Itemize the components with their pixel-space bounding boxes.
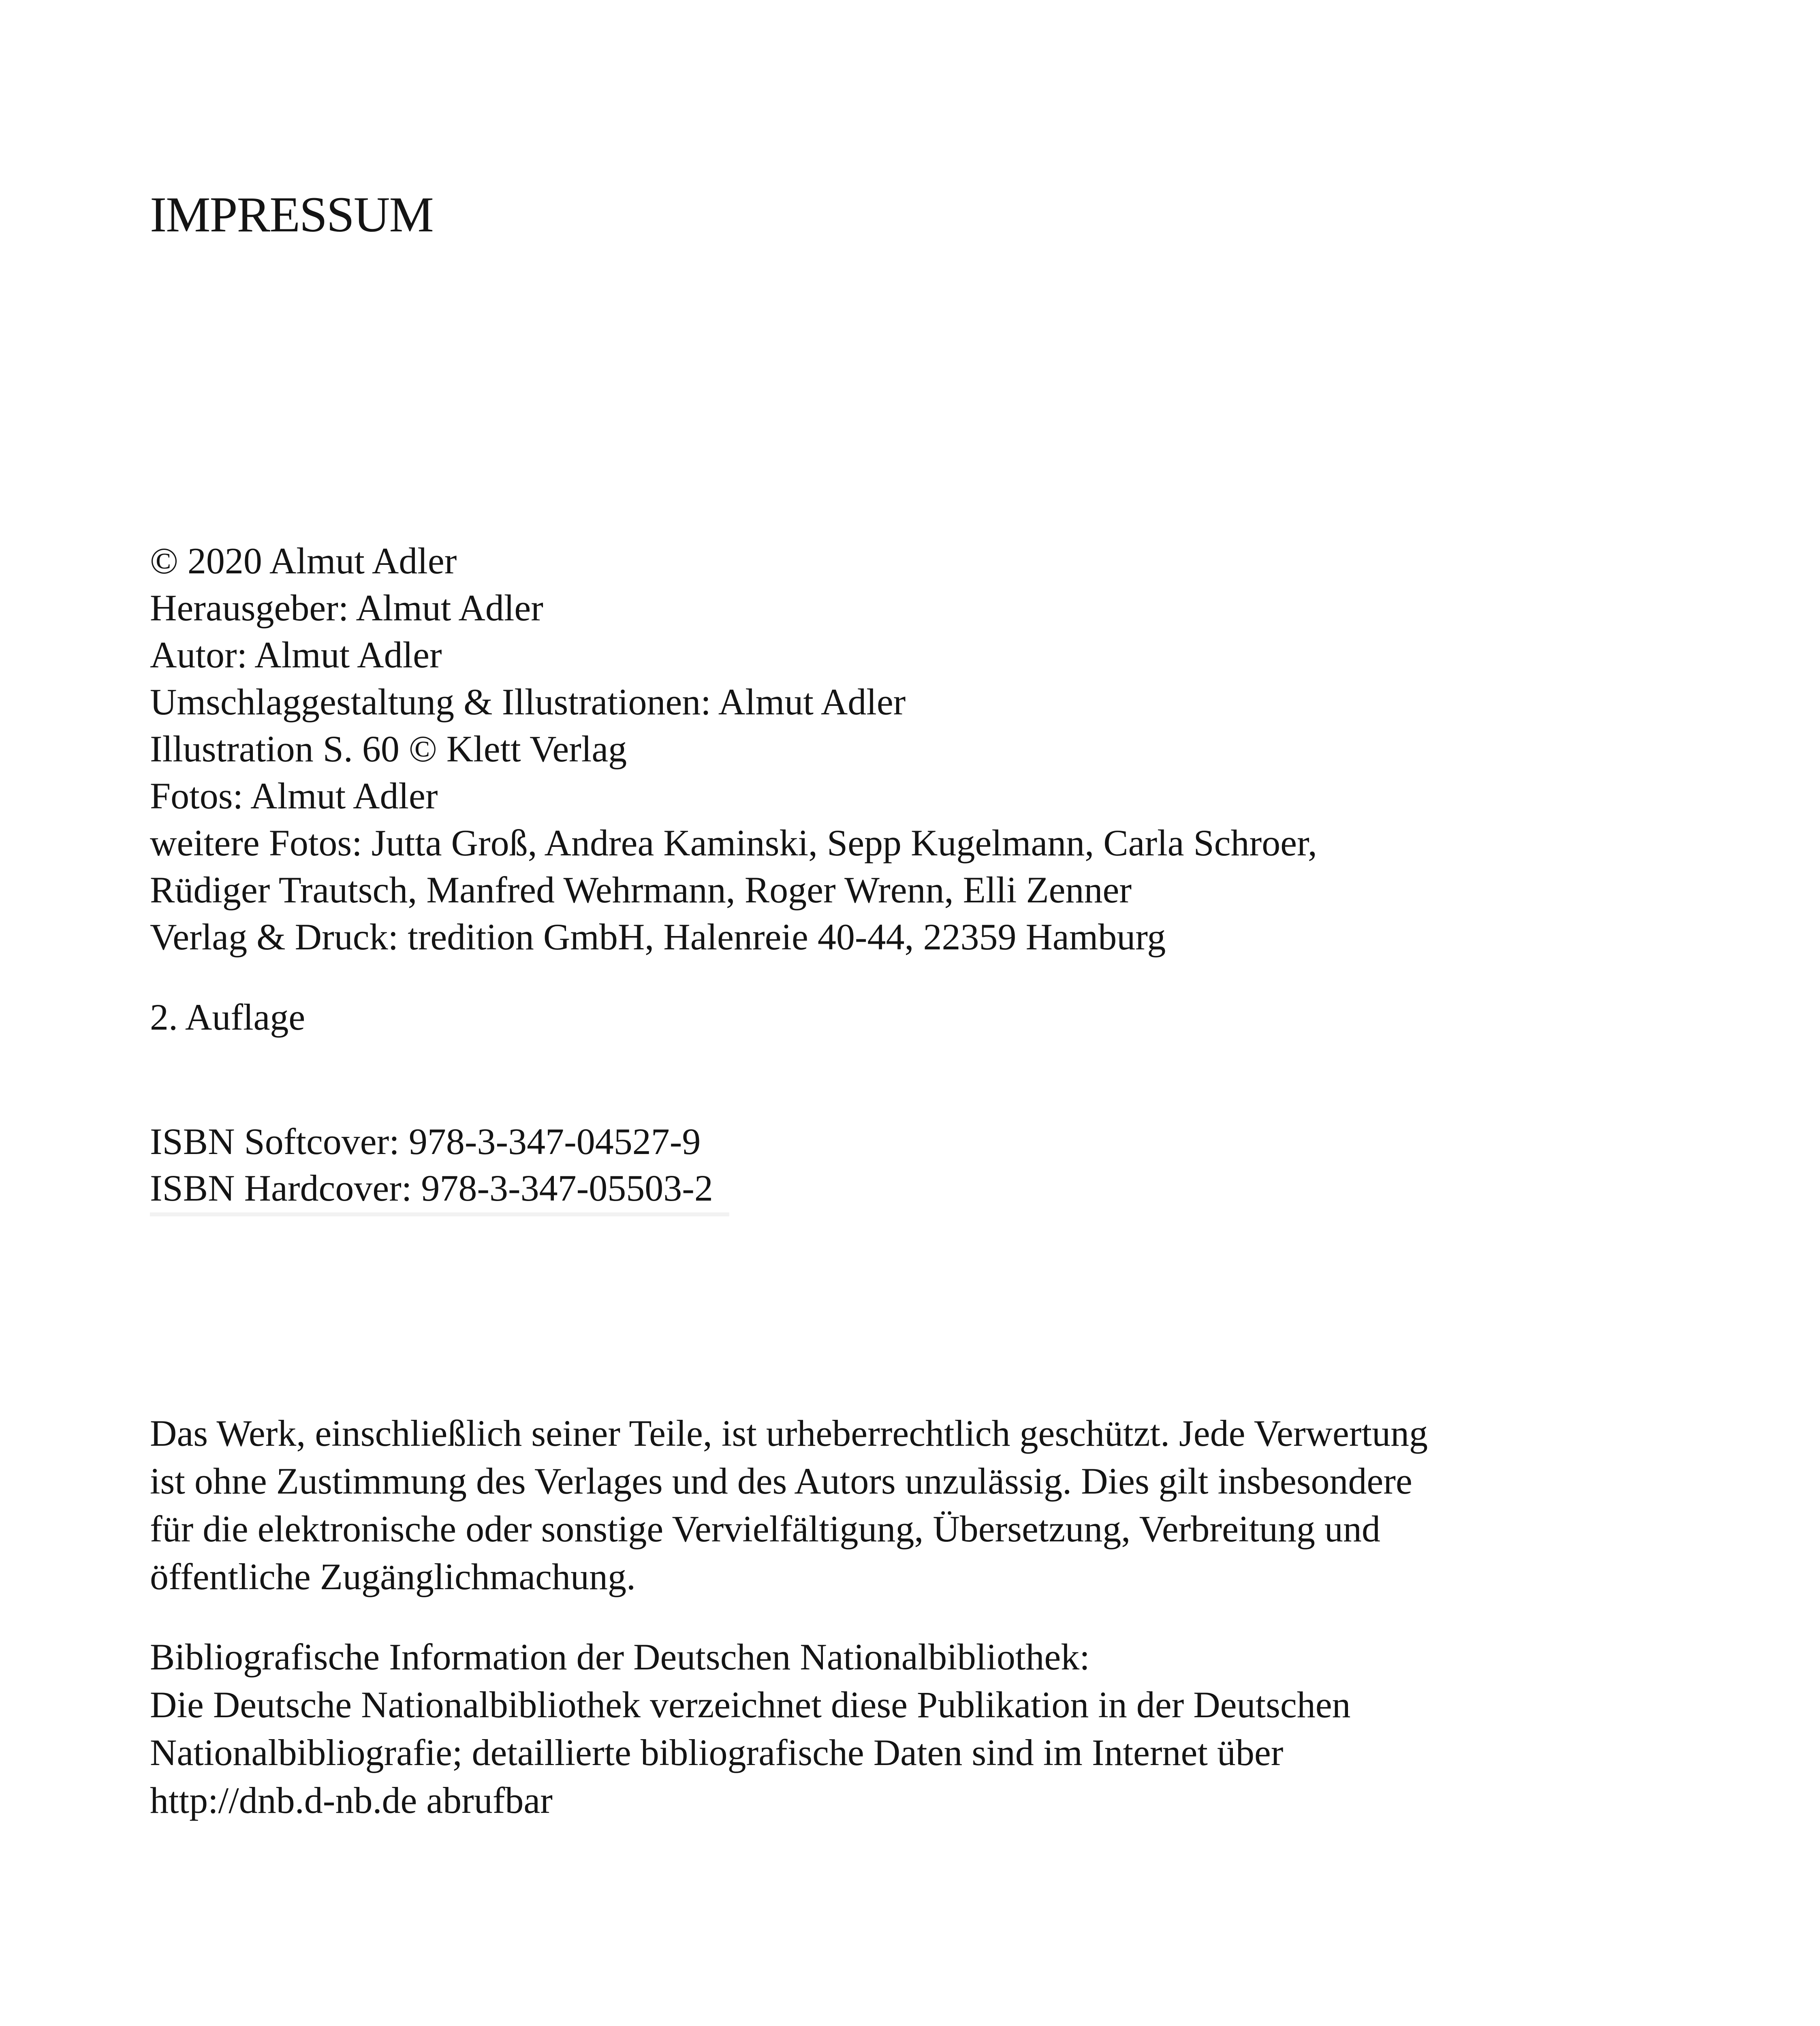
publisher-line: Herausgeber: Almut Adler — [150, 587, 543, 628]
page-title: IMPRESSUM — [150, 187, 433, 242]
isbn-highlight-divider — [150, 1212, 729, 1216]
author-line: Autor: Almut Adler — [150, 634, 442, 675]
cover-design-line: Umschlaggestaltung & Illustrationen: Almut Adler — [150, 681, 906, 722]
isbn-softcover: ISBN Softcover: 978-3-347-04527-9 — [150, 1121, 701, 1162]
illustration-credit-line: Illustration S. 60 © Klett Verlag — [150, 728, 627, 769]
credits-block — [150, 537, 1317, 960]
biblio-line: Die Deutsche Nationalbibliothek verzeichnet diese Publikation in der Deutschen — [150, 1684, 1351, 1725]
printing-line: Verlag & Druck: tredition GmbH, Halenreie 40-44, 22359 Hamburg — [150, 916, 1166, 957]
legal-line: für die elektronische oder sonstige Vervielfältigung, Übersetzung, Verbreitung und — [150, 1508, 1380, 1549]
edition-block — [150, 994, 305, 1041]
edition-line: 2. Auflage — [150, 996, 305, 1038]
isbn-hardcover: ISBN Hardcover: 978-3-347-05503-2 — [150, 1167, 713, 1209]
isbn-block — [150, 1118, 713, 1212]
legal-line: ist ohne Zustimmung des Verlages und des Autors unzulässig. Dies gilt insbesondere — [150, 1460, 1412, 1502]
photos-line: Fotos: Almut Adler — [150, 775, 438, 816]
biblio-url-line: http://dnb.d-nb.de abrufbar — [150, 1780, 553, 1821]
legal-notice — [150, 1409, 1428, 1601]
additional-photos-line-continued: Rüdiger Trautsch, Manfred Wehrmann, Roger Wrenn, Elli Zenner — [150, 869, 1132, 910]
biblio-line: Nationalbibliografie; detaillierte bibliografische Daten sind im Internet über — [150, 1732, 1284, 1773]
biblio-heading: Bibliografische Information der Deutschen Nationalbibliothek: — [150, 1636, 1090, 1678]
legal-line: Das Werk, einschließlich seiner Teile, ist urheberrechtlich geschützt. Jede Verwertung — [150, 1413, 1428, 1454]
additional-photos-line: weitere Fotos: Jutta Groß, Andrea Kaminski, Sepp Kugelmann, Carla Schroer, — [150, 822, 1317, 863]
legal-line: öffentliche Zugänglichmachung. — [150, 1556, 636, 1597]
bibliographic-info — [150, 1633, 1351, 1824]
copyright-line: © 2020 Almut Adler — [150, 540, 457, 581]
